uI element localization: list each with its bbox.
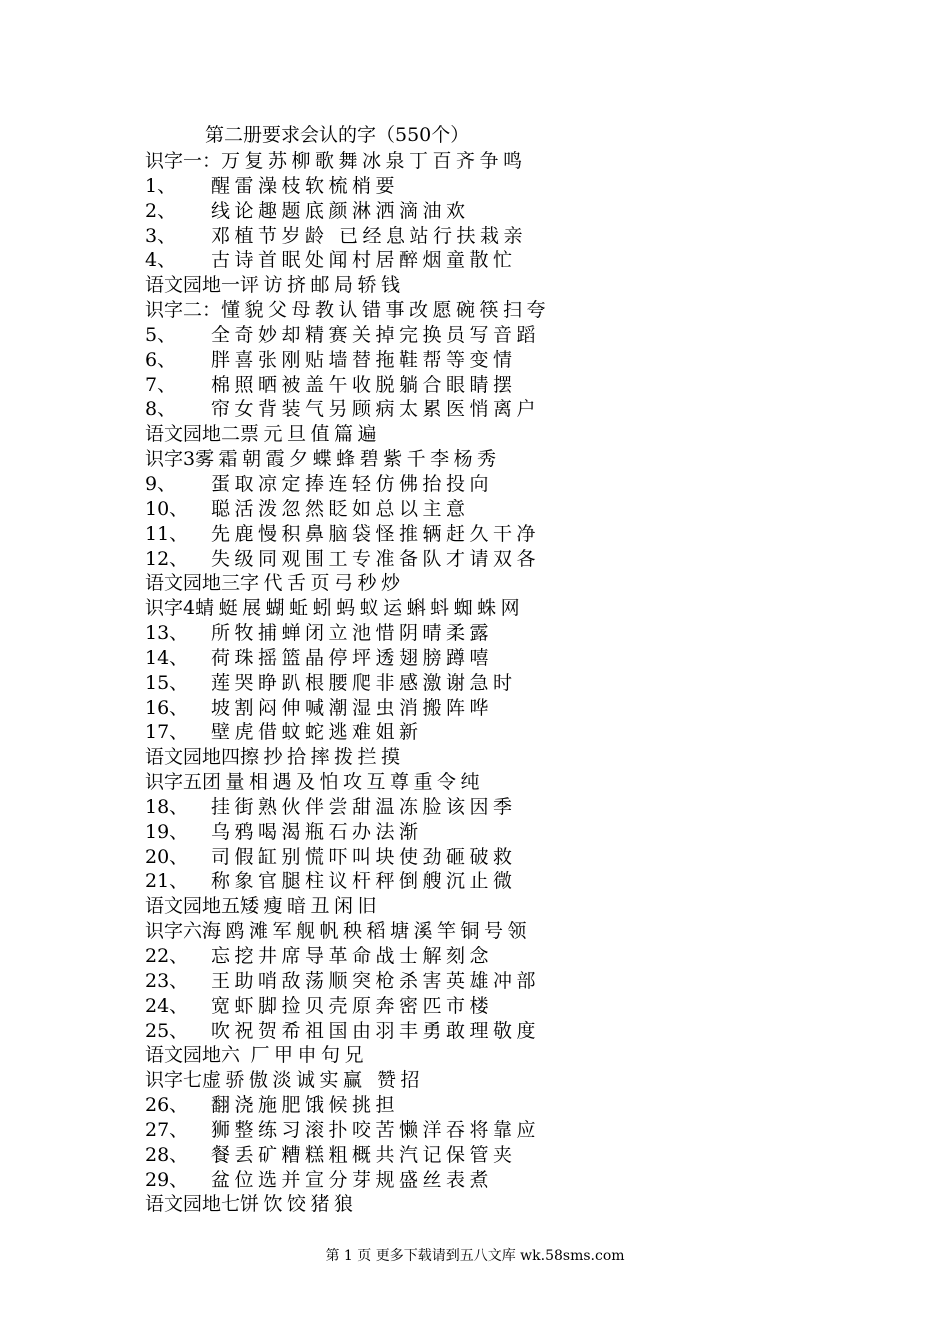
- line-characters: 荷珠摇篮晶停坪透翅膀蹲嘻: [211, 646, 494, 669]
- line-characters: 盆位选并宣分芽规盛丝表煮: [211, 1168, 494, 1191]
- line-characters: 宽虾脚捡贝壳原奔密匹市楼: [211, 994, 494, 1017]
- line-characters: 饼饮饺猪狼: [240, 1193, 358, 1216]
- list-item: [145, 174, 845, 199]
- line-label: 12、: [145, 547, 189, 570]
- list-item: [145, 323, 845, 348]
- list-item: [145, 547, 845, 572]
- line-characters: 古诗首眠处闻村居醉烟童散忙: [211, 249, 517, 272]
- list-item: [145, 571, 845, 596]
- line-characters: 狮整练习滚扑咬苦懒洋吞将靠应: [211, 1118, 541, 1141]
- list-item: [145, 820, 845, 845]
- list-item: [145, 447, 845, 472]
- list-item: [145, 770, 845, 795]
- list-item: [145, 944, 845, 969]
- list-item: [145, 273, 845, 298]
- list-item: [145, 1019, 845, 1044]
- line-characters: 翻浇施肥饿候挑担: [211, 1094, 400, 1117]
- list-item: [145, 671, 845, 696]
- line-characters: 先鹿慢积鼻脑袋怪推辆赶久干净: [211, 522, 541, 545]
- line-characters: 矮瘦暗丑闲旧: [240, 895, 382, 918]
- line-characters: 壁虎借蚊蛇逃难姐新: [211, 721, 423, 744]
- line-characters: 餐丢矿糟糕粗概共汽记保管夹: [211, 1143, 517, 1166]
- list-item: [145, 373, 845, 398]
- character-list: [145, 149, 845, 1217]
- line-label: 21、: [145, 870, 189, 893]
- list-item: [145, 1143, 845, 1168]
- line-characters: 聪活泼忽然眨如总以主意: [211, 497, 470, 520]
- line-characters: 司假缸别慌吓叫块使劲砸破救: [211, 845, 517, 868]
- line-label: 1、: [145, 174, 177, 197]
- list-item: [145, 472, 845, 497]
- line-characters: 吹祝贺希祖国由羽丰勇敢理敬度: [211, 1019, 541, 1042]
- list-item: [145, 1168, 845, 1193]
- page-footer: 第 1 页 更多下载请到五八文库 wk.58sms.com: [325, 1248, 625, 1264]
- line-characters: 雾霜朝霞夕蝶蜂碧紫千李杨秀: [195, 448, 501, 471]
- list-item: [145, 720, 845, 745]
- line-label: 11、: [145, 522, 189, 545]
- line-label: 识字六: [145, 920, 203, 943]
- list-item: [145, 497, 845, 522]
- list-item: [145, 1118, 845, 1143]
- list-item: [145, 248, 845, 273]
- line-label: 24、: [145, 994, 189, 1017]
- line-label: 17、: [145, 721, 189, 744]
- line-label: 18、: [145, 795, 189, 818]
- line-characters: 虚骄傲淡诚实赢 赞招: [202, 1069, 425, 1092]
- list-item: [145, 894, 845, 919]
- list-item: [145, 596, 845, 621]
- line-label: 29、: [145, 1168, 189, 1191]
- list-item: [145, 646, 845, 671]
- line-label: 7、: [145, 373, 177, 396]
- line-characters: 字代舌页弓秒炒: [240, 572, 405, 595]
- line-characters: 帘女背装气另顾病太累医悄离户: [211, 398, 541, 421]
- line-characters: 王助哨敌荡顺突枪杀害英雄冲部: [211, 969, 541, 992]
- line-characters: 蛋取凉定捧连轻仿佛抬投向: [211, 472, 494, 495]
- list-item: [145, 1043, 845, 1068]
- line-label: 25、: [145, 1019, 189, 1042]
- line-characters: 挂街熟伙伴尝甜温冻脸该因季: [211, 795, 517, 818]
- line-characters: 懂貌父母教认错事改愿碗筷扫夸: [221, 299, 551, 322]
- line-characters: 万复苏柳歌舞冰泉丁百齐争鸣: [221, 150, 527, 172]
- line-label: 2、: [145, 199, 177, 222]
- line-label: 9、: [145, 472, 177, 495]
- line-characters: 醒雷澡枝软梳梢要: [211, 174, 400, 197]
- line-characters: 全奇妙却精赛关掉完换员写音蹈: [211, 323, 541, 346]
- list-item: [145, 1192, 845, 1217]
- line-characters: 棉照晒被盖午收脱躺合眼睛摆: [211, 373, 517, 396]
- list-item: [145, 522, 845, 547]
- line-characters: 厂甲申句兄: [240, 1044, 369, 1067]
- line-characters: 所牧捕蝉闭立池惜阴晴柔露: [211, 622, 494, 645]
- line-label: 10、: [145, 497, 189, 520]
- line-label: 14、: [145, 646, 189, 669]
- line-label: 3、: [145, 224, 177, 247]
- line-label: 28、: [145, 1143, 189, 1166]
- line-characters: 团量相遇及怕攻互尊重令纯: [202, 771, 485, 794]
- line-characters: 擦抄拾摔拨拦摸: [240, 746, 405, 769]
- line-label: 5、: [145, 323, 177, 346]
- line-characters: 海鸥滩军舰帆秧稻塘溪竿铜号领: [202, 920, 532, 943]
- list-item: [145, 1068, 845, 1093]
- line-characters: 坡割闷伸喊潮湿虫消搬阵哗: [211, 696, 494, 719]
- list-item: [145, 795, 845, 820]
- line-label: 语文园地六: [145, 1044, 241, 1067]
- list-item: [145, 199, 845, 224]
- line-characters: 失级同观围工专准备队才请双各: [211, 547, 541, 570]
- line-label: 27、: [145, 1118, 189, 1141]
- line-label: 识字二：: [145, 299, 222, 322]
- line-characters: 乌鸦喝渴瓶石办法渐: [211, 820, 423, 843]
- line-characters: 评访挤邮局轿钱: [240, 274, 405, 297]
- line-characters: 称象官腿柱议杆秤倒艘沉止微: [211, 870, 517, 893]
- line-label: 语文园地三: [145, 572, 241, 595]
- line-label: 19、: [145, 820, 189, 843]
- list-item: [145, 149, 845, 174]
- line-label: 8、: [145, 398, 177, 421]
- line-label: 22、: [145, 945, 189, 967]
- line-label: 语文园地一: [145, 274, 241, 297]
- line-label: 语文园地五: [145, 895, 241, 918]
- line-label: 23、: [145, 969, 189, 992]
- line-characters: 蜻蜓展蝴蚯蚓蚂蚁运蝌蚪蜘蛛网: [195, 597, 525, 620]
- line-label: 识字3: [145, 448, 196, 471]
- list-item: [145, 298, 845, 323]
- list-item: [145, 919, 845, 944]
- line-label: 20、: [145, 845, 189, 868]
- list-item: [145, 969, 845, 994]
- line-label: 识字五: [145, 771, 203, 794]
- list-item: [145, 869, 845, 894]
- list-item: [145, 696, 845, 721]
- line-label: 26、: [145, 1094, 189, 1117]
- line-label: 4、: [145, 249, 177, 272]
- list-item: [145, 422, 845, 447]
- line-label: 13、: [145, 622, 189, 645]
- document-title: 第二册要求会认的字（550个）: [205, 124, 470, 146]
- line-characters: 线论趣题底颜淋洒滴油欢: [211, 199, 470, 222]
- line-label: 语文园地二: [145, 423, 241, 446]
- line-label: 识字一：: [145, 150, 222, 172]
- line-characters: 胖喜张刚贴墙替拖鞋帮等变情: [211, 348, 517, 371]
- line-characters: 票元旦值篇遍: [240, 423, 382, 446]
- list-item: [145, 745, 845, 770]
- line-characters: 忘挖井席导革命战士解刻念: [211, 945, 494, 967]
- list-item: [145, 348, 845, 373]
- list-item: [145, 845, 845, 870]
- line-label: 6、: [145, 348, 177, 371]
- line-characters: 莲哭睁趴根腰爬非感激谢急时: [211, 671, 517, 694]
- list-item: [145, 224, 845, 249]
- line-label: 15、: [145, 671, 189, 694]
- list-item: [145, 397, 845, 422]
- line-label: 语文园地七: [145, 1193, 241, 1216]
- line-label: 16、: [145, 696, 189, 719]
- list-item: [145, 994, 845, 1019]
- line-label: 语文园地四: [145, 746, 241, 769]
- list-item: [145, 621, 845, 646]
- list-item: [145, 1093, 845, 1118]
- line-label: 识字七: [145, 1069, 203, 1092]
- line-characters: 邓植节岁龄 已经息站行扶栽亲: [211, 224, 528, 247]
- line-label: 识字4: [145, 597, 196, 620]
